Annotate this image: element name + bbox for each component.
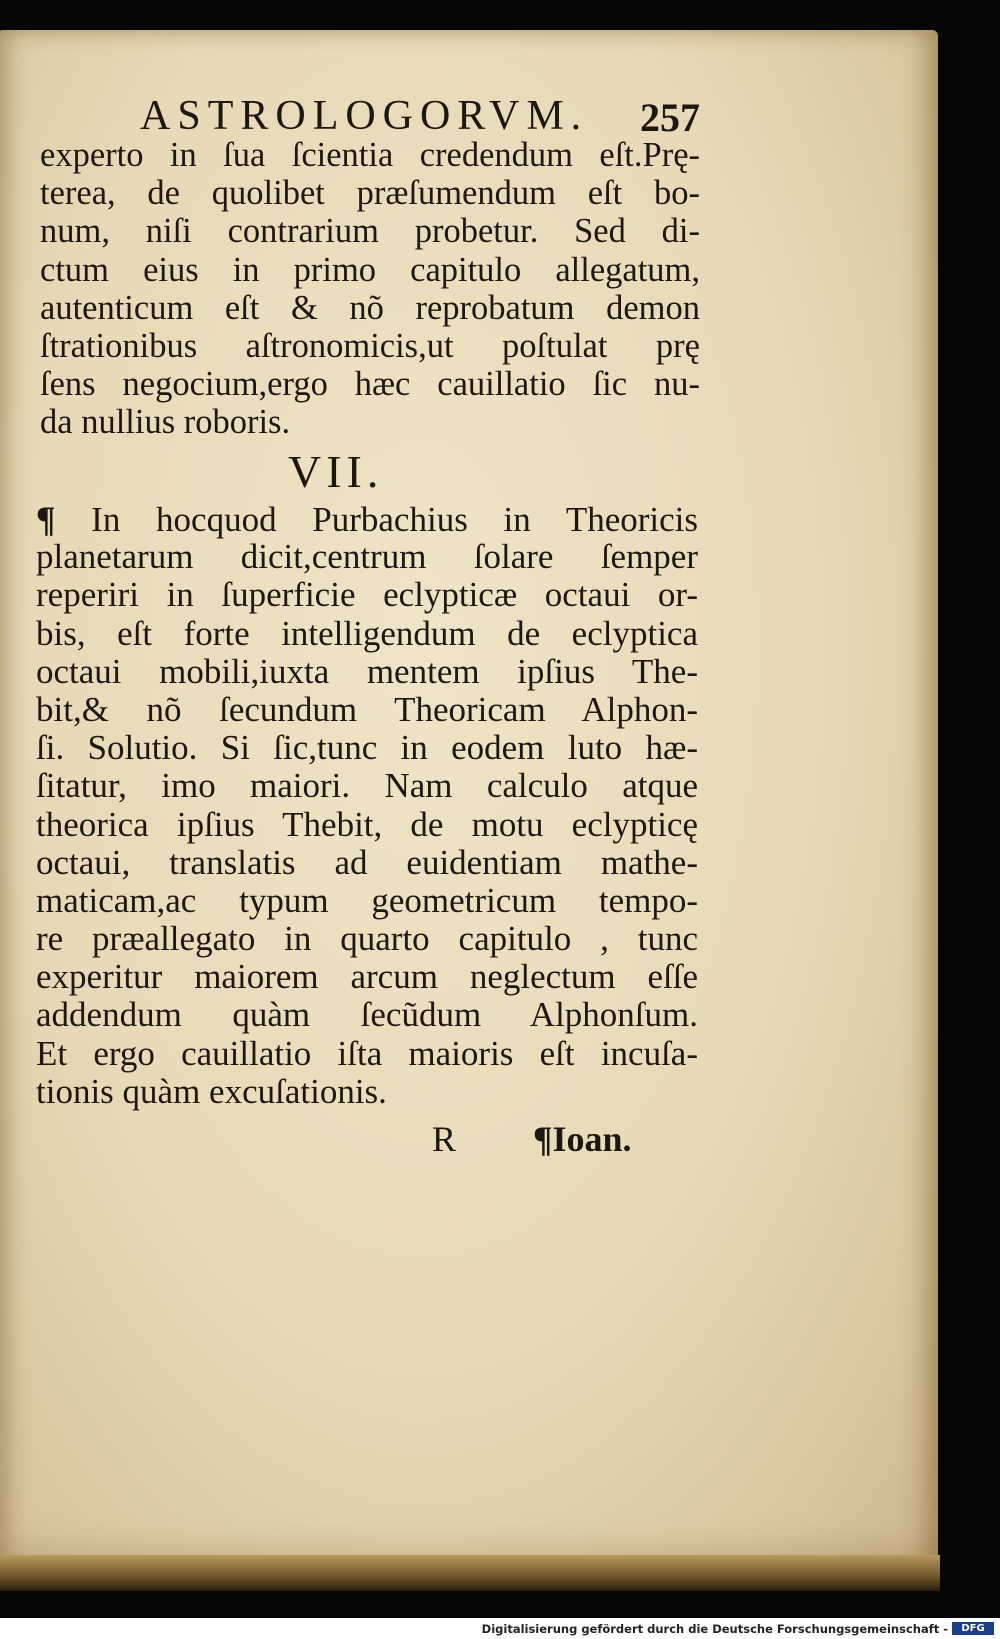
text-line: maticam,ac typum geometricum tempo- — [36, 880, 698, 920]
page-edge — [0, 1555, 940, 1591]
text-line: ctum eius in primo capitulo allegatum, — [40, 250, 700, 289]
paragraph-1 — [40, 136, 700, 442]
text-line: tionis quàm excuſationis. — [36, 1071, 387, 1111]
footer-credit: Digitalisierung gefördert durch die Deutsche Forschungsgemeinschaft - — [481, 1622, 948, 1636]
text-line: terea, de quolibet præſumendum eſt bo- — [40, 174, 700, 213]
running-title: ASTROLOGORVM. — [140, 93, 589, 139]
text-line: da nullius roboris. — [40, 403, 291, 442]
text-line: octaui, translatis ad euidentiam mathe- — [36, 842, 698, 882]
text-line: num, niſi contrarium probetur. Sed di- — [40, 212, 700, 251]
text-line: ſens negocium,ergo hæc cauillatio ſic nu- — [40, 365, 700, 404]
text-line: reperiri in ſuperficie eclypticæ octaui or- — [36, 575, 698, 615]
text-line: re præallegato in quarto capitulo , tunc — [36, 919, 698, 959]
text-line: Et ergo cauillatio iſta maioris eſt incuſa- — [36, 1033, 698, 1073]
page-number: 257 — [640, 95, 700, 140]
text-line: ſi. Solutio. Si ſic,tunc in eodem luto hæ- — [36, 728, 698, 768]
text-line-first — [36, 500, 698, 538]
signature-mark: R — [432, 1119, 457, 1159]
paragraph-2 — [36, 500, 698, 1111]
text-line: bis, eſt forte intelligendum de eclyptica — [36, 613, 698, 653]
text-line: autenticum eſt & nõ reprobatum demon — [40, 288, 700, 327]
text-line: ſtrationibus aſtronomicis,ut poſtulat prę — [40, 326, 700, 365]
text-line: bit,& nõ ſecundum Theoricam Alphon- — [36, 689, 698, 729]
catchword: ¶Ioan. — [533, 1119, 632, 1159]
text-line: experitur maiorem arcum neglectum eſſe — [36, 957, 698, 997]
pilcrow-icon: ¶ — [36, 499, 56, 539]
text-line: experto in ſua ſcientia credendum eſt.Prę- — [40, 136, 700, 174]
dfg-logo-icon: DFG — [952, 1622, 994, 1635]
text-line: theorica ipſius Thebit, de motu eclypticę — [36, 804, 698, 844]
text-line-content: In hocquod Purbachius in Theoricis — [91, 500, 698, 539]
text-line: addendum quàm ſecũdum Alphonſum. — [36, 995, 698, 1035]
text-line: octaui mobili,iuxta mentem ipſius The- — [36, 651, 698, 691]
section-heading: VII. — [288, 446, 384, 497]
text-line: planetarum dicit,centrum ſolare ſemper — [36, 537, 698, 577]
text-line: ſitatur, imo maiori. Nam calculo atque — [36, 766, 698, 806]
